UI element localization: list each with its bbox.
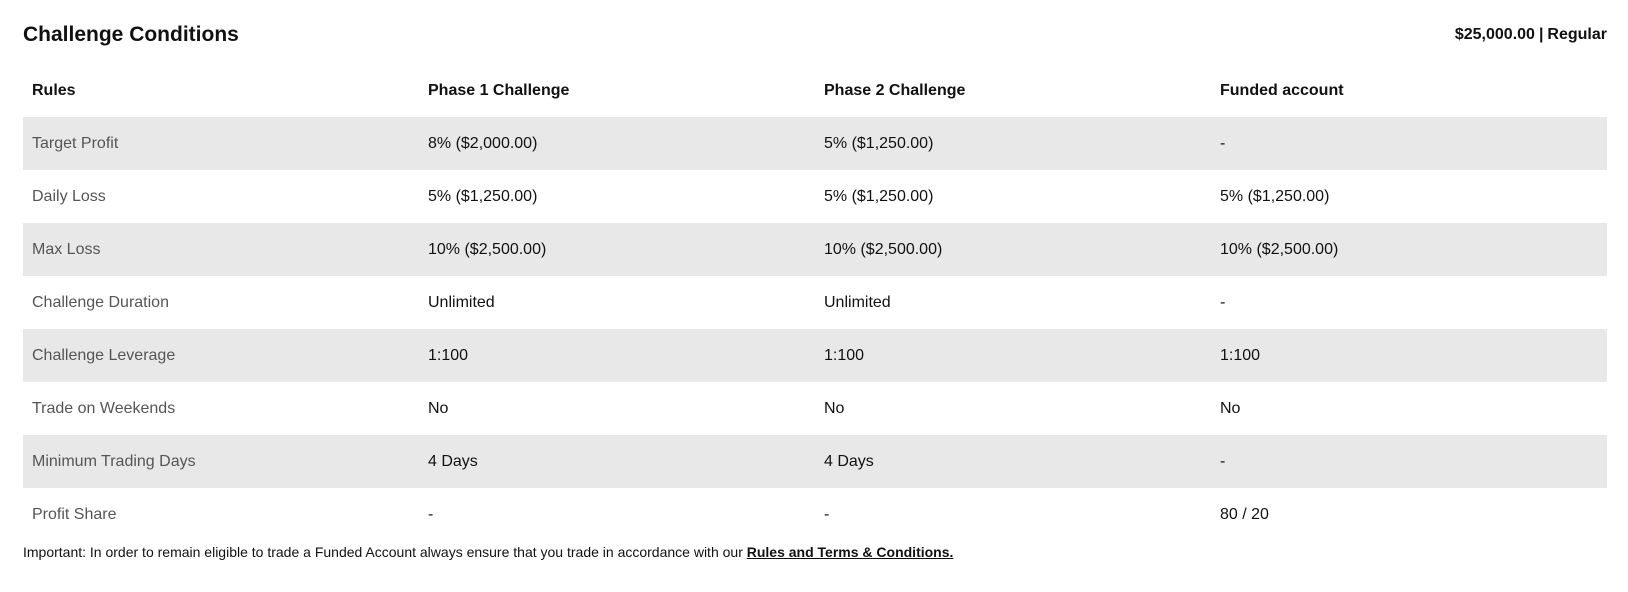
table-row <box>23 117 1607 170</box>
phase1-cell: 1:100 <box>428 346 469 364</box>
footer-text: Important: In order to remain eligible to trade a Funded Account always ensure that you trade in accordance with our <box>23 544 747 560</box>
table-body <box>23 117 1607 541</box>
account-separator: | <box>1538 26 1544 43</box>
phase2-cell: No <box>824 399 845 417</box>
table-header-row <box>23 64 1607 117</box>
funded-cell: No <box>1220 399 1241 417</box>
rules-terms-link[interactable]: Rules and Terms & Conditions. <box>746 544 954 560</box>
funded-cell: 1:100 <box>1220 346 1261 364</box>
table-row <box>23 488 1607 541</box>
phase2-cell: 4 Days <box>824 452 874 470</box>
funded-cell: - <box>1220 293 1226 311</box>
phase1-cell: 4 Days <box>428 452 478 470</box>
rule-cell: Trade on Weekends <box>32 399 176 417</box>
table-row <box>23 435 1607 488</box>
phase1-cell: 8% ($2,000.00) <box>428 134 538 152</box>
footer-note <box>23 544 953 560</box>
table-row <box>23 382 1607 435</box>
funded-cell: - <box>1220 452 1226 470</box>
rule-cell: Challenge Leverage <box>32 346 176 364</box>
table-row <box>23 223 1607 276</box>
rule-cell: Profit Share <box>32 505 117 523</box>
funded-cell: 80 / 20 <box>1220 505 1269 523</box>
phase2-cell: 5% ($1,250.00) <box>824 187 934 205</box>
column-header-phase1: Phase 1 Challenge <box>428 81 570 99</box>
table-row <box>23 170 1607 223</box>
phase2-cell: 10% ($2,500.00) <box>824 240 943 258</box>
funded-cell: 5% ($1,250.00) <box>1220 187 1330 205</box>
rule-cell: Minimum Trading Days <box>32 452 196 470</box>
phase1-cell: No <box>428 399 449 417</box>
table-row <box>23 329 1607 382</box>
funded-cell: 10% ($2,500.00) <box>1220 240 1339 258</box>
phase2-cell: 5% ($1,250.00) <box>824 134 934 152</box>
rule-cell: Daily Loss <box>32 187 106 205</box>
account-type: Regular <box>1547 26 1607 43</box>
phase1-cell: 5% ($1,250.00) <box>428 187 538 205</box>
rule-cell: Challenge Duration <box>32 293 169 311</box>
phase2-cell: 1:100 <box>824 346 865 364</box>
phase2-cell: - <box>824 505 830 523</box>
phase1-cell: - <box>428 505 434 523</box>
conditions-table <box>23 64 1607 541</box>
table-row <box>23 276 1607 329</box>
column-header-funded: Funded account <box>1220 81 1344 99</box>
rule-cell: Max Loss <box>32 240 101 258</box>
column-header-rules: Rules <box>32 81 76 99</box>
phase2-cell: Unlimited <box>824 293 891 311</box>
account-summary <box>1455 26 1607 44</box>
column-header-phase2: Phase 2 Challenge <box>824 81 966 99</box>
rule-cell: Target Profit <box>32 134 119 152</box>
phase1-cell: Unlimited <box>428 293 495 311</box>
account-amount: $25,000.00 <box>1454 26 1535 43</box>
page-title: Challenge Conditions <box>23 23 239 46</box>
funded-cell: - <box>1220 134 1226 152</box>
phase1-cell: 10% ($2,500.00) <box>428 240 547 258</box>
header <box>23 18 1607 52</box>
